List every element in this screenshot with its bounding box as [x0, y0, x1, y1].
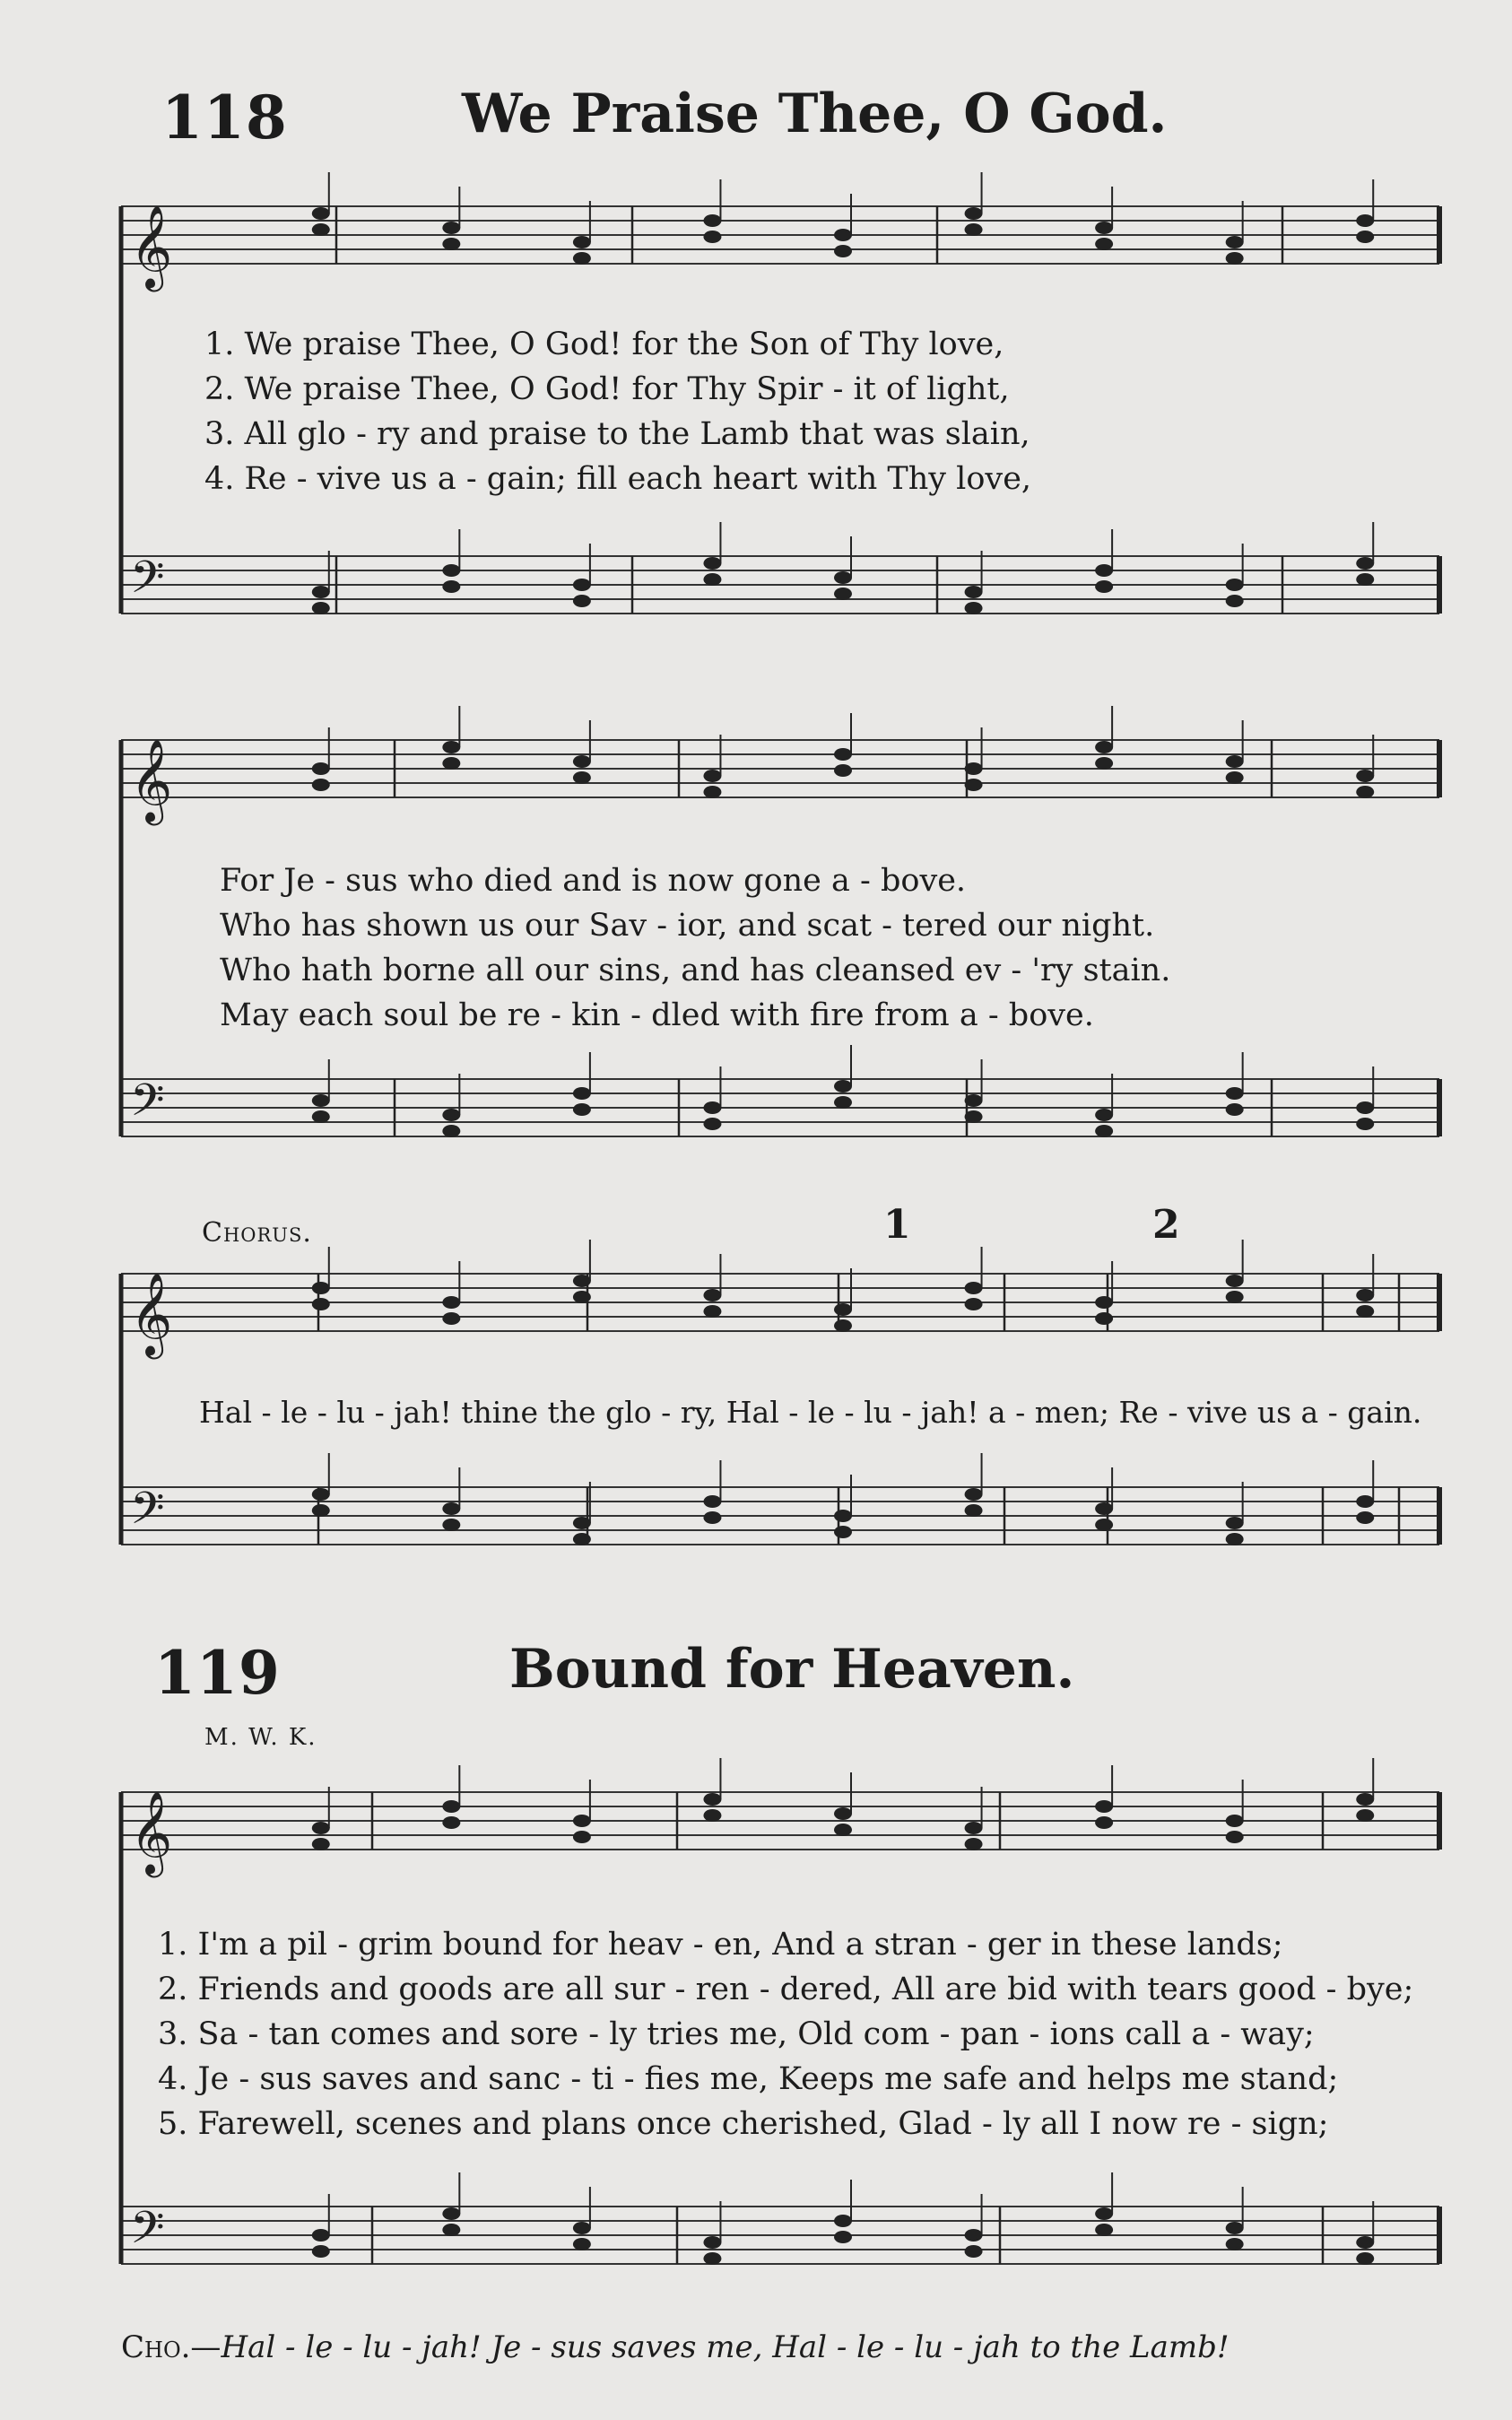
note: [1356, 214, 1374, 227]
note: [703, 573, 721, 586]
note: [573, 771, 591, 784]
note: [965, 602, 983, 614]
note: [1226, 2222, 1244, 2234]
note: [965, 1298, 983, 1310]
verse-line: 5. Farewell, scenes and plans once cherished, Glad - ly all I now re - sign;: [158, 2106, 1329, 2142]
note: [1095, 1502, 1113, 1515]
verse-line: 3. Sa - tan comes and sore - ly tries me, Old com - pan - ions call a - way;: [158, 2016, 1315, 2052]
note: [965, 762, 983, 775]
verse-line: Who has shown us our Sav - ior, and scat - tered our night.: [220, 908, 1155, 944]
note: [703, 786, 721, 798]
note: [442, 238, 460, 250]
note: [965, 207, 983, 220]
note: [1356, 573, 1374, 586]
note: [1095, 1519, 1113, 1531]
note: [442, 1125, 460, 1137]
note: [834, 1080, 852, 1092]
note: [965, 1504, 983, 1517]
note: [965, 223, 983, 236]
note: [1226, 1087, 1244, 1100]
note: [1356, 1511, 1374, 1524]
note: [312, 1282, 330, 1294]
note: [1095, 757, 1113, 770]
note: [703, 1511, 721, 1524]
note: [1226, 1831, 1244, 1843]
note: [965, 1094, 983, 1107]
note: [834, 1807, 852, 1820]
note: [312, 1094, 330, 1107]
note: [1226, 595, 1244, 607]
note: [573, 1275, 591, 1287]
note: [1356, 1101, 1374, 1114]
note: [834, 2215, 852, 2227]
note: [834, 1824, 852, 1836]
note: [312, 1504, 330, 1517]
note: [965, 1488, 983, 1501]
note: [312, 223, 330, 236]
note: [1356, 786, 1374, 798]
note: [965, 1282, 983, 1294]
note: [312, 207, 330, 220]
note: [1095, 2207, 1113, 2220]
verse-line: 2. Friends and goods are all sur - ren - dered, All are bid with tears good - bye;: [158, 1972, 1414, 2007]
note: [573, 252, 591, 265]
note: [312, 602, 330, 614]
note: [1356, 1793, 1374, 1806]
note: [1095, 2224, 1113, 2236]
treble-clef: 𝄞: [130, 1272, 173, 1355]
note: [1226, 1517, 1244, 1529]
note: [703, 1289, 721, 1301]
verse-line: May each soul be re - kin - dled with fire from a - bove.: [220, 997, 1094, 1033]
note: [703, 2236, 721, 2249]
chorus-lyrics: Hal - le - lu - jah! thine the glo - ry, Hal - le - lu - jah! a - men; Re - vive us a - gain.: [199, 1395, 1422, 1430]
note: [1095, 741, 1113, 753]
note: [703, 1495, 721, 1508]
note: [703, 1809, 721, 1822]
verse-line: For Je - sus who died and is now gone a - bove.: [220, 863, 967, 899]
note: [1095, 564, 1113, 577]
note: [834, 1303, 852, 1316]
note: [573, 579, 591, 591]
note: [965, 586, 983, 598]
note: [1356, 2236, 1374, 2249]
note: [573, 2238, 591, 2250]
note: [834, 245, 852, 257]
note: [573, 1831, 591, 1843]
note: [1356, 1118, 1374, 1130]
note: [573, 2222, 591, 2234]
note: [442, 564, 460, 577]
note: [1095, 1125, 1113, 1137]
note: [442, 1502, 460, 1515]
note: [834, 1510, 852, 1522]
note: [442, 222, 460, 234]
note: [834, 764, 852, 777]
note: [1095, 1109, 1113, 1121]
note: [573, 1815, 591, 1827]
note: [312, 1110, 330, 1123]
note: [573, 1517, 591, 1529]
note: [1226, 1103, 1244, 1116]
note: [1356, 1305, 1374, 1318]
note: [965, 779, 983, 791]
chorus-lyrics: Hal - le - lu - jah! Je - sus saves me, Hal - le - lu - jah to the Lamb!: [221, 2329, 1230, 2365]
note: [442, 580, 460, 593]
note: [834, 588, 852, 600]
note: [703, 1118, 721, 1130]
note: [1095, 580, 1113, 593]
note: [1095, 1312, 1113, 1325]
author-initials: M. W. K.: [204, 1724, 317, 1751]
note: [1095, 222, 1113, 234]
note: [1226, 1815, 1244, 1827]
note: [442, 2207, 460, 2220]
note: [965, 1822, 983, 1834]
note: [1356, 1495, 1374, 1508]
note: [834, 1096, 852, 1109]
verse-line: Who hath borne all our sins, and has cleansed ev - 'ry stain.: [220, 953, 1171, 988]
note: [1356, 2252, 1374, 2265]
chorus-label: Cho.—: [121, 2329, 222, 2365]
verse-line: 1. I'm a pil - grim bound for heav - en, And a stran - ger in these lands;: [158, 1927, 1283, 1963]
note: [442, 1800, 460, 1813]
volta-2: 2: [1152, 1202, 1180, 1248]
note: [573, 1087, 591, 1100]
note: [312, 1822, 330, 1834]
treble-clef: 𝄞: [130, 205, 173, 288]
note: [1226, 1275, 1244, 1287]
note: [312, 1298, 330, 1310]
note: [834, 571, 852, 584]
note: [834, 1319, 852, 1332]
note: [703, 231, 721, 243]
hymn-number-118: 118: [161, 83, 288, 152]
note: [573, 755, 591, 768]
note: [703, 557, 721, 570]
hymn-title-118: We Praise Thee, O God.: [462, 83, 1168, 145]
note: [965, 2245, 983, 2258]
note: [1356, 1289, 1374, 1301]
bass-clef: 𝄢: [130, 552, 165, 614]
note: [442, 2224, 460, 2236]
note: [1356, 231, 1374, 243]
note: [442, 757, 460, 770]
note: [312, 2245, 330, 2258]
bass-clef: 𝄢: [130, 2202, 165, 2265]
note: [1226, 236, 1244, 248]
note: [442, 1109, 460, 1121]
note: [573, 595, 591, 607]
treble-clef: 𝄞: [130, 1790, 173, 1874]
note: [573, 1103, 591, 1116]
note: [965, 1838, 983, 1850]
note: [573, 1533, 591, 1545]
note: [442, 1519, 460, 1531]
verse-line: 1. We praise Thee, O God! for the Son of Thy love,: [204, 326, 1004, 362]
note: [442, 1312, 460, 1325]
note: [312, 762, 330, 775]
chorus-line-119: [121, 2329, 1230, 2365]
note: [703, 1101, 721, 1114]
note: [703, 1793, 721, 1806]
note: [573, 1291, 591, 1303]
note: [965, 2229, 983, 2242]
note: [1226, 1533, 1244, 1545]
volta-1: 1: [883, 1202, 911, 1248]
chorus-label: Chorus.: [202, 1217, 312, 1249]
bass-clef: 𝄢: [130, 1075, 165, 1137]
note: [1226, 579, 1244, 591]
note: [703, 2252, 721, 2265]
note: [834, 1526, 852, 1538]
note: [312, 586, 330, 598]
note: [312, 779, 330, 791]
note: [1095, 1296, 1113, 1309]
note: [312, 2229, 330, 2242]
note: [312, 1838, 330, 1850]
note: [1226, 2238, 1244, 2250]
hymn-number-119: 119: [154, 1638, 281, 1708]
note: [703, 1305, 721, 1318]
note: [442, 1816, 460, 1829]
note: [1095, 238, 1113, 250]
note: [1226, 1291, 1244, 1303]
bass-clef: 𝄢: [130, 1483, 165, 1545]
note: [1095, 1816, 1113, 1829]
note: [573, 236, 591, 248]
note: [703, 770, 721, 782]
note: [834, 229, 852, 241]
note: [312, 1488, 330, 1501]
hymn-title-119: Bound for Heaven.: [509, 1638, 1075, 1701]
note: [1226, 755, 1244, 768]
note: [1226, 252, 1244, 265]
note: [442, 1296, 460, 1309]
note: [834, 2231, 852, 2243]
note: [1356, 770, 1374, 782]
verse-line: 4. Re - vive us a - gain; fill each heart with Thy love,: [204, 461, 1032, 497]
note: [1356, 557, 1374, 570]
note: [442, 741, 460, 753]
treble-clef: 𝄞: [130, 738, 173, 822]
verse-line: 2. We praise Thee, O God! for Thy Spir - it of light,: [204, 371, 1010, 407]
note: [703, 214, 721, 227]
note: [834, 748, 852, 761]
note: [1226, 771, 1244, 784]
verse-line: 4. Je - sus saves and sanc - ti - fies me, Keeps me safe and helps me stand;: [158, 2061, 1339, 2097]
note: [965, 1110, 983, 1123]
note: [1356, 1809, 1374, 1822]
note: [1095, 1800, 1113, 1813]
verse-line: 3. All glo - ry and praise to the Lamb that was slain,: [204, 416, 1030, 452]
